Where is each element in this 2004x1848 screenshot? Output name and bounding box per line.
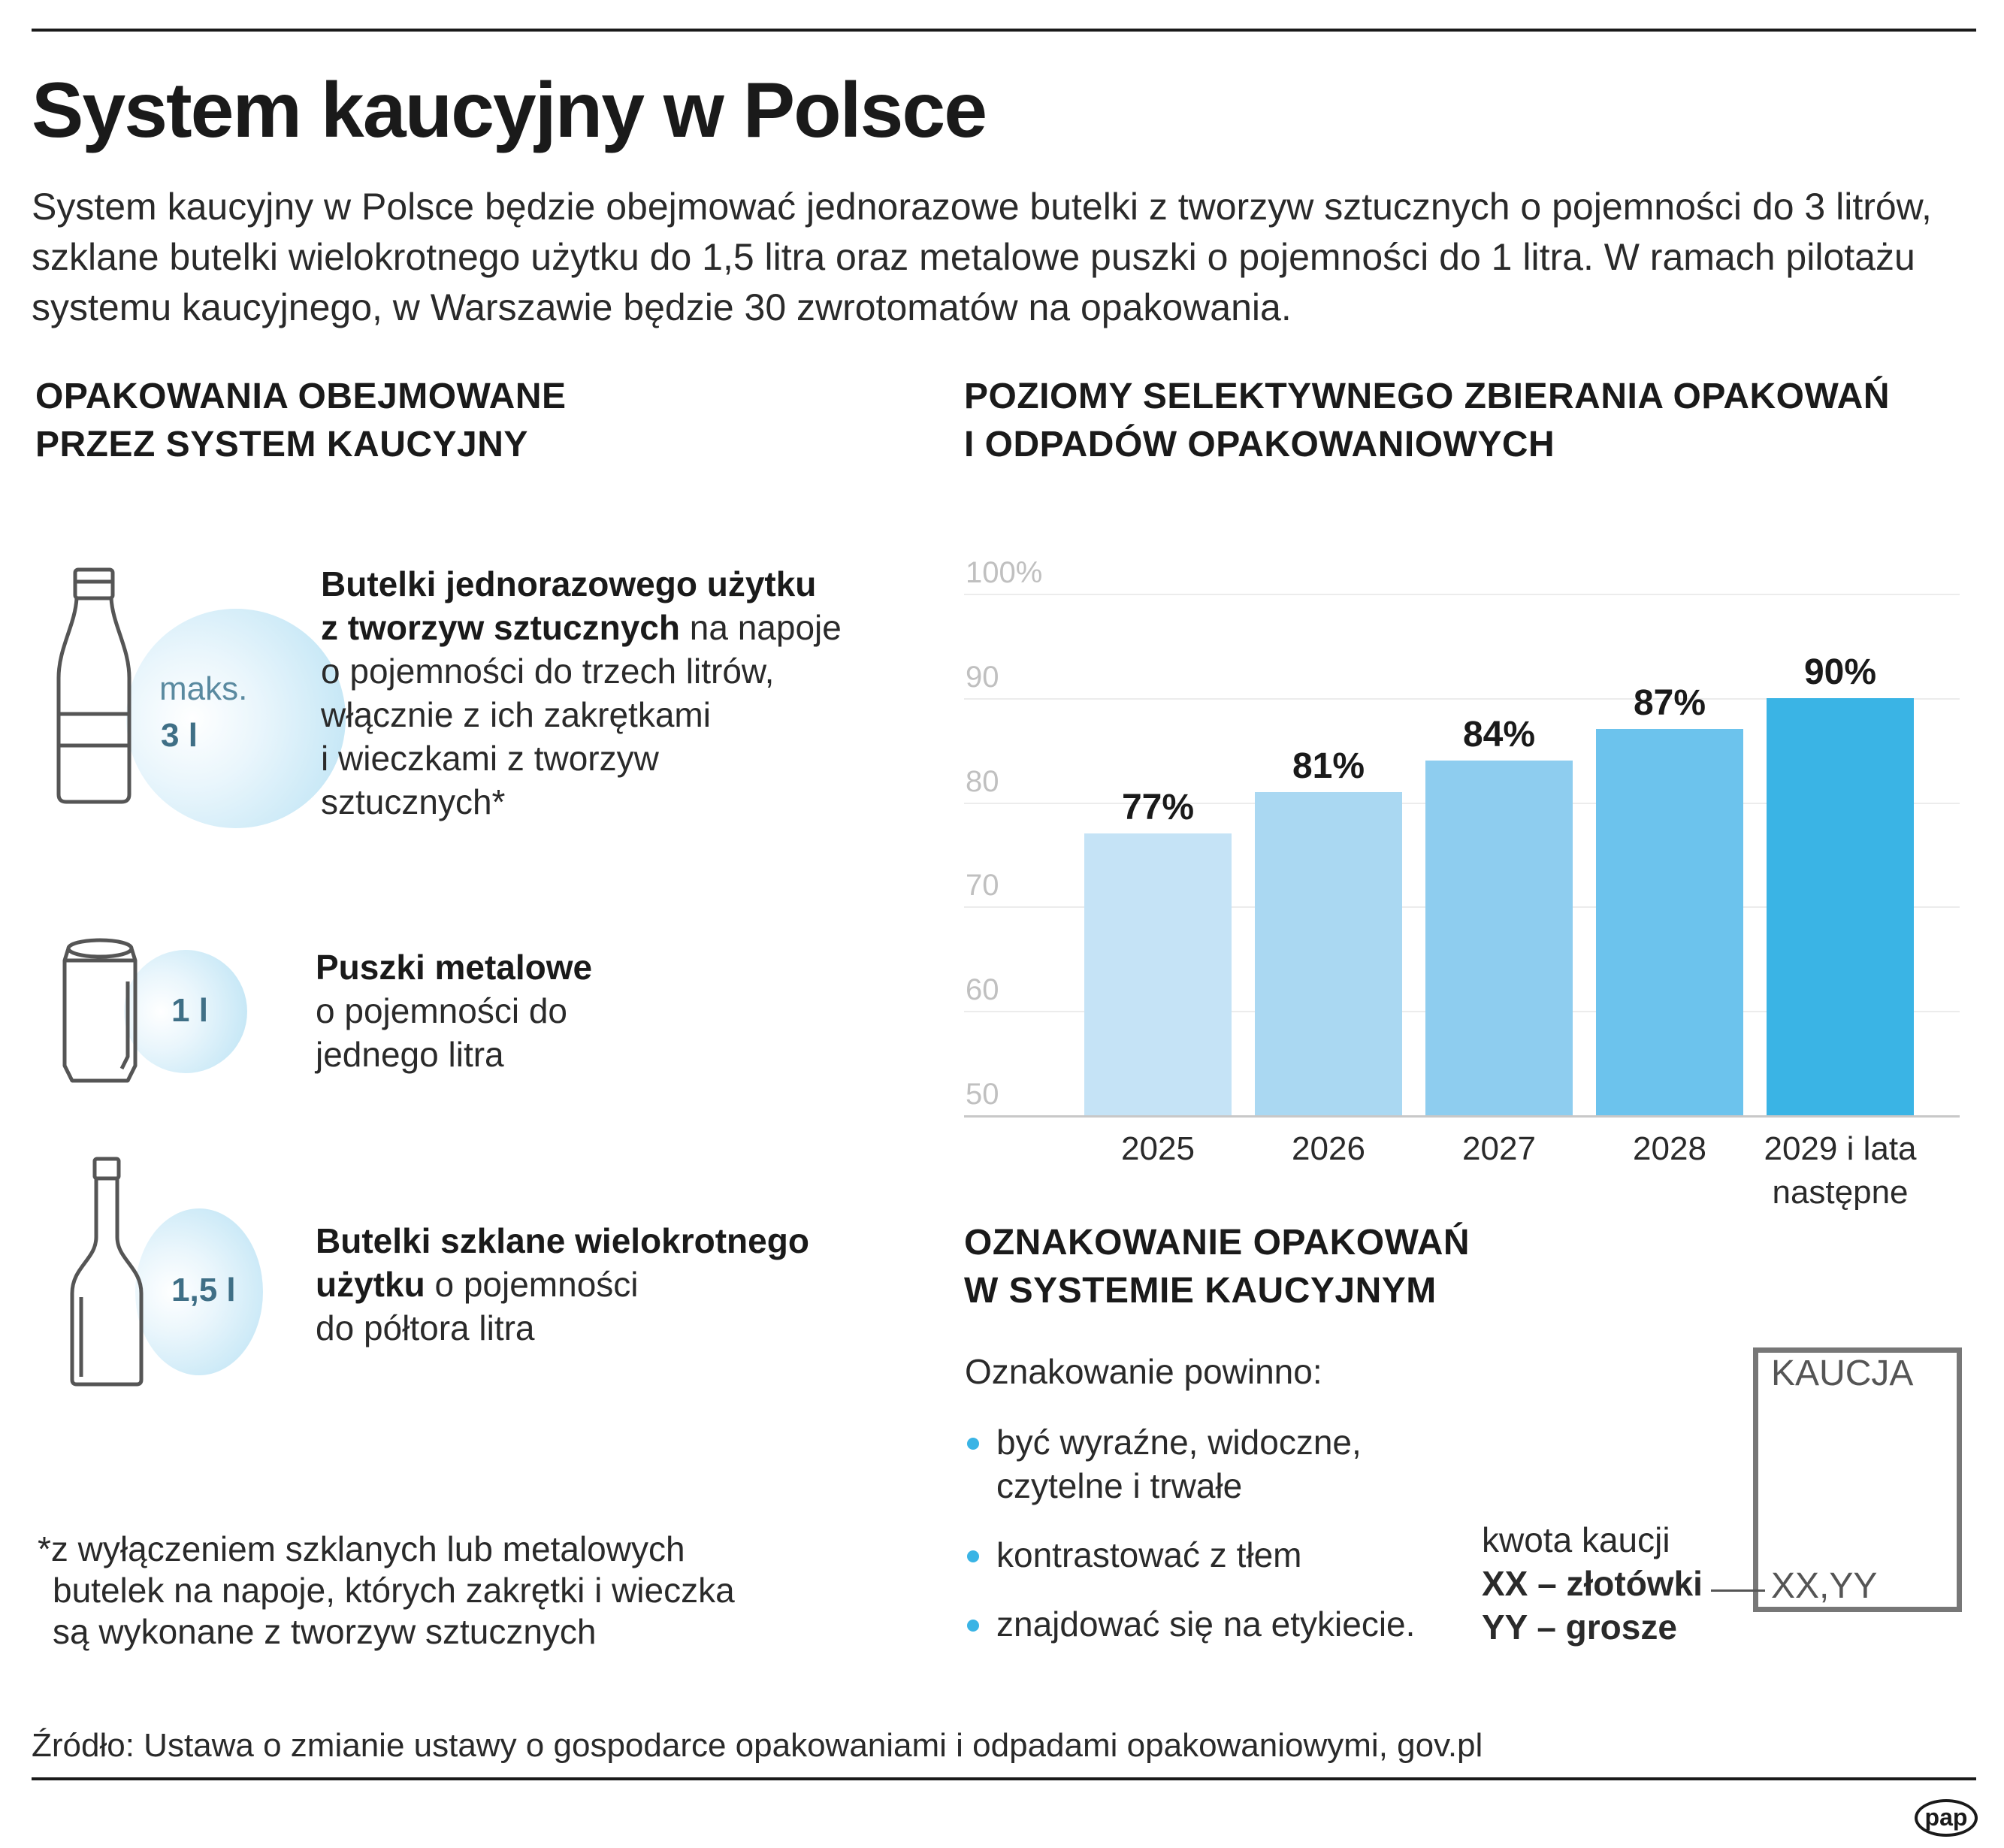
x-tick-line: 2028 (1633, 1130, 1706, 1167)
item-line: włącznie z ich zakrętkami (321, 695, 711, 734)
deposit-label-value: XX,YY (1771, 1566, 1878, 1606)
plastic-bottle-icon (53, 565, 135, 806)
bar-value-label: 84% (1462, 715, 1536, 755)
chart-heading-line: I ODPADÓW OPAKOWANIOWYCH (964, 425, 1555, 464)
legend-title: kwota kaucji (1482, 1520, 1670, 1559)
chart-heading-line: POZIOMY SELEKTYWNEGO ZBIERANIA OPAKOWAŃ (964, 377, 1890, 416)
y-tick-label: 70 (966, 869, 999, 903)
item-bold-line: Butelki szklane wielokrotnego (316, 1221, 809, 1260)
bar-value-label: 77% (1121, 788, 1195, 828)
x-tick-line: następne (1772, 1174, 1909, 1211)
y-tick-label: 90 (966, 660, 999, 694)
marking-intro: Oznakowanie powinno: (965, 1352, 1322, 1391)
glass-bottle-icon (66, 1154, 149, 1387)
metal-can-icon (59, 936, 141, 1087)
item-bold-line: Puszki metalowe (316, 948, 593, 987)
marking-bullet (996, 1602, 1415, 1646)
marking-heading-line: W SYSTEMIE KAUCYJNYM (964, 1271, 1437, 1311)
item-line: do półtora litra (316, 1308, 535, 1347)
item-line: sztucznych* (321, 782, 506, 821)
item-bold-line: Butelki jednorazowego użytku (321, 564, 817, 603)
item-normal-text: na napoje (679, 608, 842, 647)
x-tick-label (1231, 1127, 1426, 1171)
item-normal-text: o pojemności (425, 1265, 639, 1304)
volume-circle (126, 609, 346, 828)
item-line: o pojemności do trzech litrów, (321, 652, 775, 691)
bottom-rule (32, 1777, 1976, 1780)
x-tick-line: 2027 (1462, 1130, 1536, 1167)
item-line: jednego litra (316, 1035, 504, 1074)
packaging-item-description (316, 945, 592, 1076)
volume-label: 1 l (171, 992, 208, 1029)
item-mixed-line (316, 1263, 809, 1306)
y-tick-label: 80 (966, 764, 999, 798)
y-tick-label: 100% (966, 556, 1043, 589)
footnote-line: są wykonane z tworzyw sztucznych (53, 1612, 597, 1651)
x-tick-line: 2029 i lata (1764, 1130, 1917, 1167)
bar (1084, 833, 1232, 1115)
bar-value-label: 81% (1292, 746, 1365, 786)
x-tick-label (1743, 1127, 1938, 1214)
intro-line: System kaucyjny w Polsce będzie obejmować jednorazowe butelki z tworzyw sztucznych o pojemności do 3 litrów, (32, 186, 1932, 228)
footnote-line: butelek na napoje, których zakrętki i wieczka (53, 1571, 735, 1610)
marking-heading-line: OZNAKOWANIE OPAKOWAŃ (964, 1223, 1471, 1263)
packaging-item-description (321, 562, 842, 824)
bullet-line: być wyraźne, widoczne, (996, 1423, 1362, 1462)
bar (1767, 698, 1914, 1115)
y-tick-label: 60 (966, 973, 999, 1007)
bullet-line: kontrastować z tłem (996, 1535, 1302, 1574)
pap-logo: pap (1915, 1799, 1978, 1837)
packaging-heading-line: OPAKOWANIA OBEJMOWANE (35, 377, 567, 416)
volume-label: 1,5 l (171, 1272, 236, 1308)
marking-bullet (996, 1420, 1362, 1508)
bar-value-label: 87% (1633, 683, 1706, 724)
deposit-label-title: KAUCJA (1771, 1353, 1914, 1393)
x-tick-line: 2025 (1121, 1130, 1195, 1167)
source-note: Źródło: Ustawa o zmianie ustawy o gospodarce opakowaniami i odpadami opakowaniowymi, gov.pl (32, 1727, 1483, 1764)
legend-xx: XX – złotówki (1482, 1564, 1703, 1603)
packaging-heading-line: PRZEZ SYSTEM KAUCYJNY (35, 425, 528, 464)
intro-line: szklane butelki wielokrotnego użytku do 1,5 litra oraz metalowe puszki o pojemności do 1 litra. W ramach pilotażu (32, 236, 1915, 278)
bullet-line: znajdować się na etykiecie. (996, 1605, 1416, 1644)
legend-connector-line (1711, 1589, 1765, 1592)
item-line: o pojemności do (316, 991, 567, 1030)
x-tick-line: 2026 (1292, 1130, 1365, 1167)
chart-heading (964, 373, 1890, 469)
item-bold-text: użytku (316, 1265, 425, 1304)
bullet-line: czytelne i trwałe (996, 1466, 1243, 1505)
bullet-dot (967, 1438, 979, 1450)
item-mixed-line (321, 606, 842, 649)
footnote-line: *z wyłączeniem szklanych lub metalowych (38, 1529, 685, 1568)
bar (1596, 729, 1743, 1115)
bullet-dot (967, 1620, 979, 1632)
bullet-dot (967, 1550, 979, 1562)
bar (1425, 761, 1573, 1115)
bar (1255, 792, 1402, 1115)
volume-prefix: maks. (159, 670, 248, 707)
page-title: System kaucyjny w Polsce (32, 67, 987, 154)
y-tick-label: 50 (966, 1078, 999, 1111)
item-bold-text: z tworzyw sztucznych (321, 608, 680, 647)
marking-heading (964, 1219, 1470, 1315)
gridline (964, 1115, 1960, 1118)
intro-paragraph (32, 182, 1970, 333)
legend-yy: YY – grosze (1482, 1608, 1677, 1647)
bar-value-label: 90% (1803, 652, 1877, 692)
top-rule (32, 29, 1976, 32)
x-tick-label (1572, 1127, 1767, 1171)
gridline (964, 594, 1960, 595)
marking-bullet (996, 1533, 1301, 1577)
packaging-item-description (316, 1219, 809, 1350)
footnote (38, 1529, 735, 1653)
intro-line: systemu kaucyjnego, w Warszawie będzie 30 zwrotomatów na opakowania. (32, 286, 1292, 328)
item-line: i wieczkami z tworzyw (321, 739, 659, 778)
packaging-heading (35, 373, 567, 469)
x-tick-label (1060, 1127, 1256, 1171)
x-tick-label (1401, 1127, 1597, 1171)
volume-label: 3 l (161, 717, 198, 754)
